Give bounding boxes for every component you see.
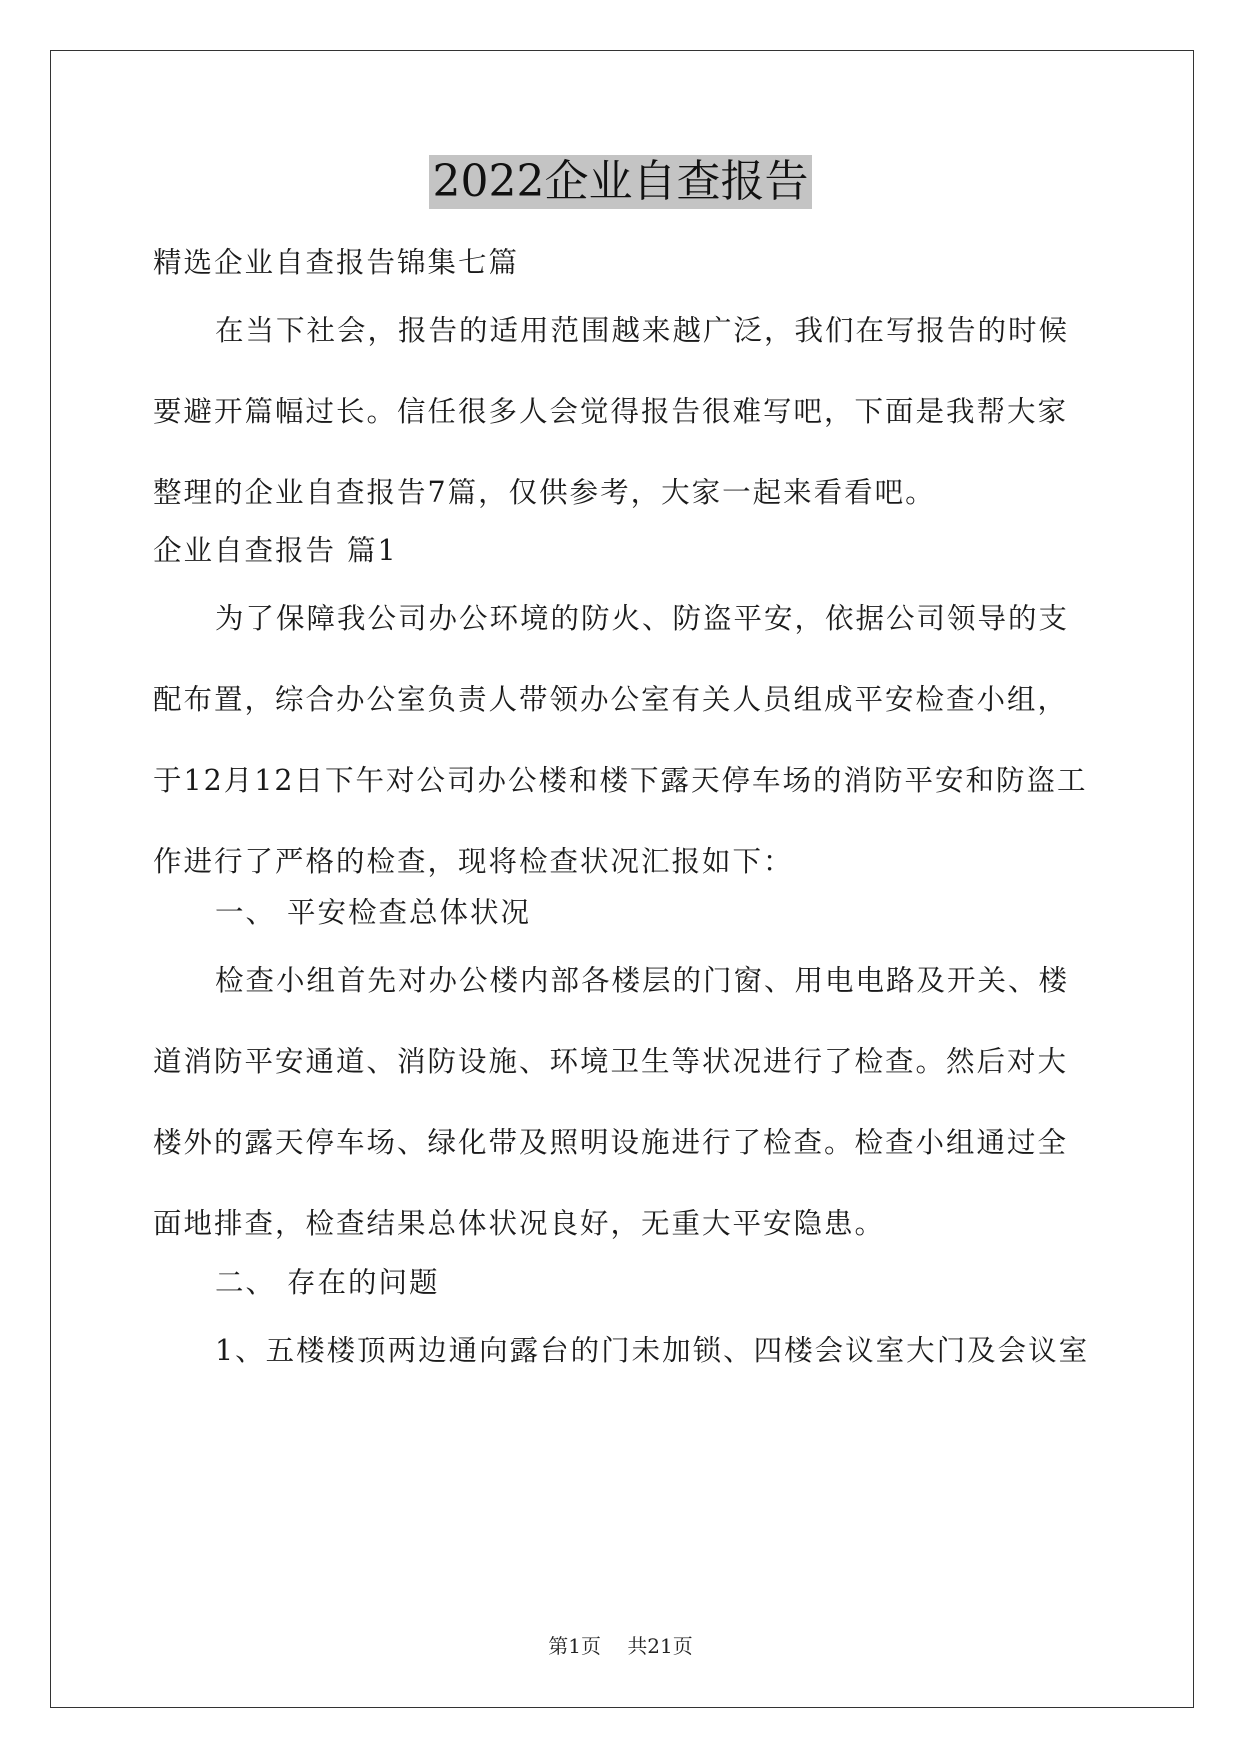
subheading-2: 二、 存在的问题 — [215, 1266, 440, 1299]
page-footer — [0, 1634, 1241, 1658]
section-heading: 企业自查报告 篇1 — [153, 534, 398, 567]
intro-paragraph: 在当下社会，报告的适用范围越来越广泛，我们在写报告的时候要避开篇幅过长。信任很多人会觉得报告很难写吧，下面是我帮大家整理的企业自查报告7篇，仅供参考，大家一起来看看吧。 — [153, 314, 1070, 509]
subheading-1: 一、 平安检查总体状况 — [215, 896, 532, 929]
page-number: 第1页 — [548, 1634, 601, 1658]
document-subtitle: 精选企业自查报告锦集七篇 — [153, 246, 520, 279]
body-paragraph-3: 1、五楼楼顶两边通向露台的门未加锁、四楼会议室大门及会议室 — [215, 1334, 1090, 1367]
document-title: 2022企业自查报告 — [429, 155, 813, 209]
body-paragraph-2: 检查小组首先对办公楼内部各楼层的门窗、用电电路及开关、楼道消防平安通道、消防设施、环境卫生等状况进行了检查。然后对大楼外的露天停车场、绿化带及照明设施进行了检查。检查小组通过全面地排查，检查结果总体状况良好，无重大平安隐患。 — [153, 964, 1070, 1240]
page-total: 共21页 — [627, 1634, 693, 1658]
body-paragraph-1: 为了保障我公司办公环境的防火、防盗平安，依据公司领导的支配布置，综合办公室负责人带领办公室有关人员组成平安检查小组，于12月12日下午对公司办公楼和楼下露天停车场的消防平安和防盗工作进行了严格的检查，现将检查状况汇报如下： — [153, 602, 1088, 878]
document-title-block — [0, 155, 1241, 209]
